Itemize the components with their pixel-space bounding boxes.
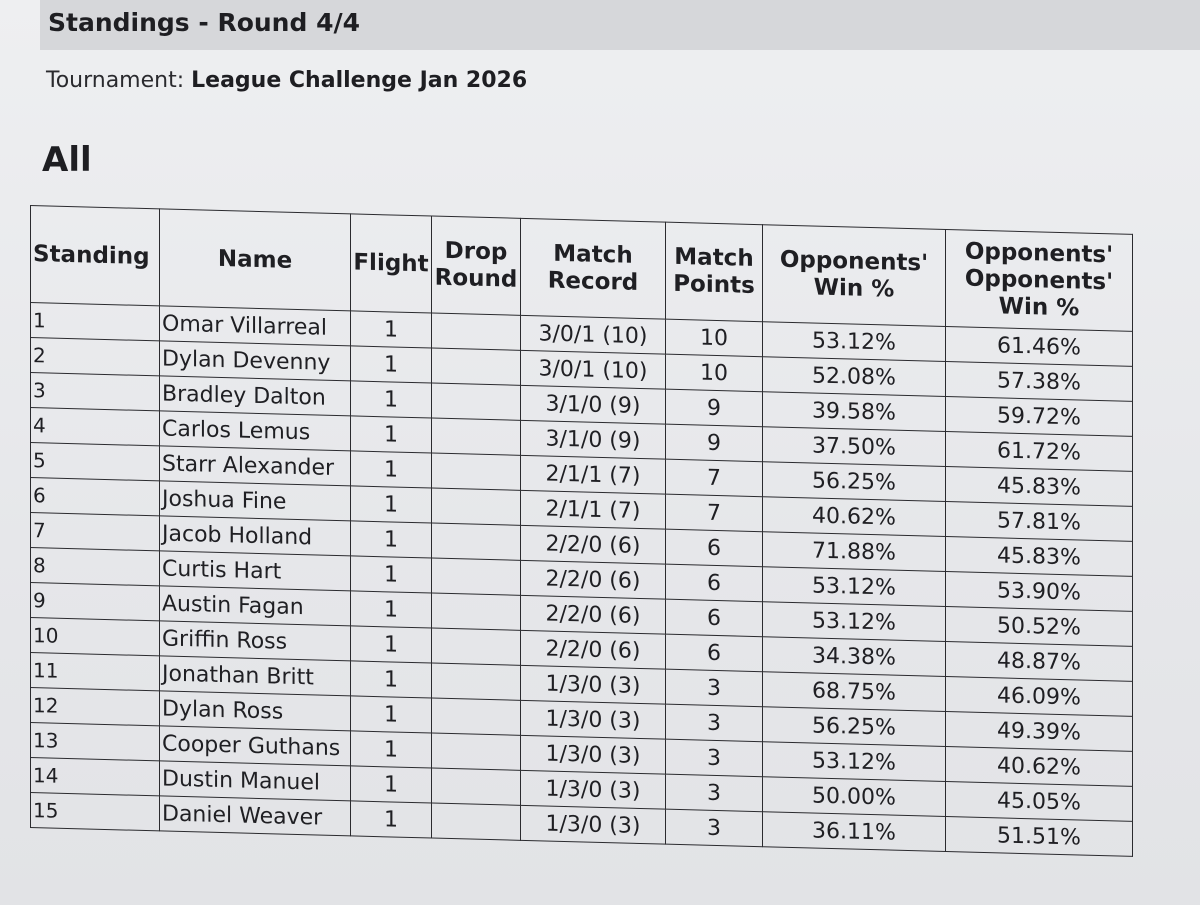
cell-opponents-win: 53.12% — [763, 322, 946, 362]
cell-opponents-win: 40.62% — [763, 497, 946, 537]
cell-name: Griffin Ross — [160, 621, 351, 661]
cell-match-points: 3 — [666, 669, 763, 707]
cell-opponents-win: 53.12% — [763, 742, 946, 782]
cell-name: Carlos Lemus — [160, 411, 351, 451]
cell-drop-round — [432, 383, 521, 420]
cell-standing: 15 — [31, 793, 160, 831]
cell-match-record: 2/2/0 (6) — [521, 560, 666, 599]
column-header-name-label: Name — [217, 245, 293, 274]
cell-standing: 7 — [31, 513, 160, 551]
cell-opponents-opponents-win: 45.83% — [946, 536, 1133, 576]
cell-opponents-win: 56.25% — [763, 462, 946, 502]
cell-opponents-opponents-win: 61.72% — [946, 431, 1133, 471]
column-header-opponents-opponents-win-line-3: Win % — [998, 292, 1080, 321]
cell-match-record: 1/3/0 (3) — [521, 735, 666, 774]
column-header-opponents-opponents-win-line-2: Opponents' — [964, 264, 1114, 295]
cell-opponents-win: 39.58% — [763, 392, 946, 432]
cell-opponents-win: 68.75% — [763, 672, 946, 712]
cell-drop-round — [432, 663, 521, 700]
cell-match-record: 2/1/1 (7) — [521, 455, 666, 494]
cell-name: Jonathan Britt — [160, 656, 351, 696]
cell-drop-round — [432, 488, 521, 525]
column-header-drop-round — [432, 216, 521, 315]
cell-standing: 10 — [31, 618, 160, 656]
cell-match-points: 3 — [666, 739, 763, 777]
column-header-opponents-opponents-win-line-1: Opponents' — [964, 237, 1114, 268]
cell-flight: 1 — [351, 521, 432, 558]
cell-drop-round — [432, 733, 521, 770]
cell-opponents-opponents-win: 59.72% — [946, 396, 1133, 436]
cell-match-points: 9 — [666, 424, 763, 462]
cell-standing: 5 — [31, 443, 160, 481]
cell-drop-round — [432, 523, 521, 560]
cell-name: Joshua Fine — [160, 481, 351, 521]
cell-drop-round — [432, 558, 521, 595]
cell-flight: 1 — [351, 591, 432, 628]
cell-match-points: 3 — [666, 704, 763, 742]
cell-match-record: 1/3/0 (3) — [521, 770, 666, 809]
cell-match-record: 2/2/0 (6) — [521, 595, 666, 634]
cell-opponents-win: 50.00% — [763, 777, 946, 817]
cell-drop-round — [432, 348, 521, 385]
cell-opponents-opponents-win: 57.38% — [946, 361, 1133, 401]
cell-opponents-opponents-win: 45.83% — [946, 466, 1133, 506]
cell-match-points: 6 — [666, 599, 763, 637]
tournament-line — [46, 68, 527, 93]
cell-opponents-win: 53.12% — [763, 567, 946, 607]
cell-standing: 14 — [31, 758, 160, 796]
cell-name: Dylan Ross — [160, 691, 351, 731]
cell-drop-round — [432, 803, 521, 840]
cell-flight: 1 — [351, 381, 432, 418]
cell-name: Cooper Guthans — [160, 726, 351, 766]
cell-flight: 1 — [351, 556, 432, 593]
cell-match-record: 1/3/0 (3) — [521, 700, 666, 739]
cell-opponents-opponents-win: 40.62% — [946, 746, 1133, 786]
cell-match-points: 10 — [666, 354, 763, 392]
cell-flight: 1 — [351, 311, 432, 348]
cell-name: Dylan Devenny — [160, 341, 351, 381]
cell-flight: 1 — [351, 416, 432, 453]
cell-drop-round — [432, 593, 521, 630]
cell-name: Dustin Manuel — [160, 761, 351, 801]
cell-opponents-win: 36.11% — [763, 812, 946, 852]
cell-standing: 13 — [31, 723, 160, 761]
cell-drop-round — [432, 698, 521, 735]
column-header-drop-round-line-2: Round — [434, 264, 518, 293]
cell-flight: 1 — [351, 346, 432, 383]
cell-name: Starr Alexander — [160, 446, 351, 486]
cell-standing: 12 — [31, 688, 160, 726]
tournament-name: League Challenge Jan 2026 — [191, 68, 528, 93]
cell-flight: 1 — [351, 626, 432, 663]
cell-opponents-opponents-win: 46.09% — [946, 676, 1133, 716]
cell-match-record: 2/2/0 (6) — [521, 630, 666, 669]
cell-standing: 9 — [31, 583, 160, 621]
cell-opponents-opponents-win: 49.39% — [946, 711, 1133, 751]
section-heading: All — [42, 140, 92, 180]
cell-flight: 1 — [351, 661, 432, 698]
cell-name: Austin Fagan — [160, 586, 351, 626]
cell-match-record: 3/0/1 (10) — [521, 315, 666, 354]
cell-match-record: 1/3/0 (3) — [521, 665, 666, 704]
cell-opponents-win: 37.50% — [763, 427, 946, 467]
cell-match-record: 3/1/0 (9) — [521, 420, 666, 459]
cell-match-record: 2/2/0 (6) — [521, 525, 666, 564]
cell-drop-round — [432, 768, 521, 805]
cell-match-points: 7 — [666, 494, 763, 532]
column-header-standing-label: Standing — [33, 240, 150, 270]
column-header-match-points-line-2: Points — [673, 270, 755, 299]
cell-match-points: 10 — [666, 319, 763, 357]
column-header-match-record — [521, 218, 666, 319]
cell-flight: 1 — [351, 766, 432, 803]
cell-match-record: 3/0/1 (10) — [521, 350, 666, 389]
standings-table — [30, 205, 1133, 857]
cell-name: Daniel Weaver — [160, 796, 351, 836]
cell-flight: 1 — [351, 801, 432, 838]
cell-name: Jacob Holland — [160, 516, 351, 556]
cell-opponents-win: 56.25% — [763, 707, 946, 747]
column-header-flight-label: Flight — [353, 248, 429, 277]
standings-table-wrapper — [30, 205, 1133, 857]
cell-opponents-opponents-win: 57.81% — [946, 501, 1133, 541]
column-header-opponents-win-line-1: Opponents' — [779, 246, 929, 277]
cell-standing: 2 — [31, 338, 160, 376]
cell-match-points: 9 — [666, 389, 763, 427]
cell-name: Omar Villarreal — [160, 306, 351, 346]
column-header-match-record-line-2: Record — [547, 267, 639, 296]
cell-match-record: 3/1/0 (9) — [521, 385, 666, 424]
column-header-standing — [31, 206, 160, 306]
cell-drop-round — [432, 453, 521, 490]
cell-drop-round — [432, 418, 521, 455]
page-title: Standings - Round 4/4 — [48, 8, 360, 37]
cell-opponents-opponents-win: 61.46% — [946, 326, 1133, 366]
cell-flight: 1 — [351, 731, 432, 768]
column-header-drop-round-line-1: Drop — [444, 237, 508, 266]
table-body — [31, 303, 1133, 857]
column-header-name — [160, 209, 351, 311]
cell-standing: 6 — [31, 478, 160, 516]
cell-match-points: 3 — [666, 774, 763, 812]
cell-standing: 11 — [31, 653, 160, 691]
cell-name: Curtis Hart — [160, 551, 351, 591]
column-header-match-record-line-1: Match — [553, 240, 633, 269]
cell-standing: 1 — [31, 303, 160, 341]
cell-drop-round — [432, 313, 521, 350]
column-header-match-points-line-1: Match — [674, 243, 754, 272]
cell-opponents-opponents-win: 53.90% — [946, 571, 1133, 611]
tournament-label: Tournament: — [46, 68, 185, 93]
column-header-flight — [351, 214, 432, 313]
cell-opponents-win: 71.88% — [763, 532, 946, 572]
cell-match-points: 6 — [666, 529, 763, 567]
cell-flight: 1 — [351, 486, 432, 523]
cell-flight: 1 — [351, 696, 432, 733]
cell-standing: 8 — [31, 548, 160, 586]
cell-name: Bradley Dalton — [160, 376, 351, 416]
cell-opponents-win: 34.38% — [763, 637, 946, 677]
cell-opponents-win: 52.08% — [763, 357, 946, 397]
column-header-match-points — [666, 222, 763, 322]
cell-match-record: 2/1/1 (7) — [521, 490, 666, 529]
cell-match-points: 3 — [666, 809, 763, 847]
cell-opponents-opponents-win: 45.05% — [946, 781, 1133, 821]
cell-drop-round — [432, 628, 521, 665]
cell-opponents-opponents-win: 51.51% — [946, 816, 1133, 856]
cell-match-points: 6 — [666, 634, 763, 672]
cell-opponents-opponents-win: 48.87% — [946, 641, 1133, 681]
cell-match-points: 6 — [666, 564, 763, 602]
cell-flight: 1 — [351, 451, 432, 488]
cell-standing: 4 — [31, 408, 160, 446]
cell-match-record: 1/3/0 (3) — [521, 805, 666, 844]
column-header-opponents-win-line-2: Win % — [813, 274, 895, 303]
column-header-opponents-win — [763, 225, 946, 327]
column-header-opponents-opponents-win — [946, 229, 1133, 331]
cell-match-points: 7 — [666, 459, 763, 497]
cell-opponents-win: 53.12% — [763, 602, 946, 642]
cell-standing: 3 — [31, 373, 160, 411]
cell-opponents-opponents-win: 50.52% — [946, 606, 1133, 646]
